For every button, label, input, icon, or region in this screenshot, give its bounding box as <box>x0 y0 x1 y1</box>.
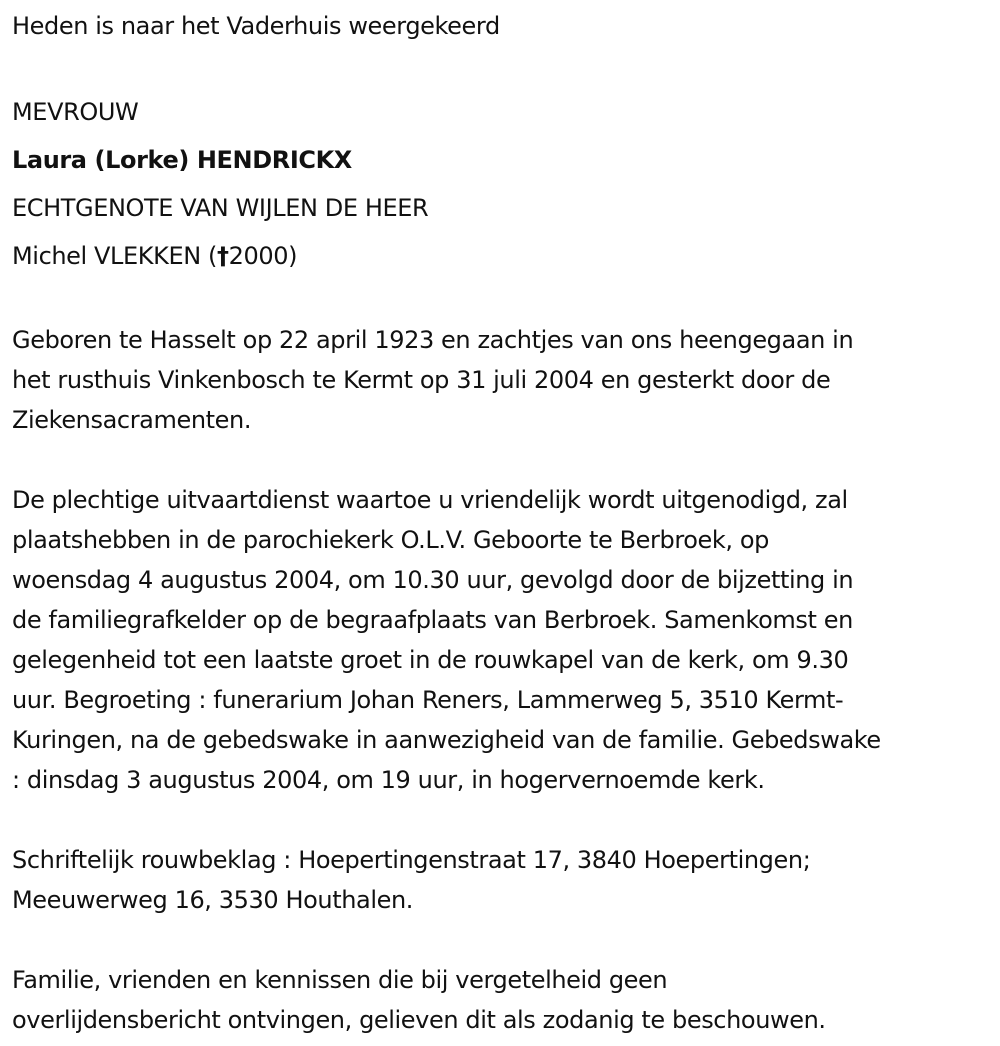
spacer <box>12 280 988 320</box>
paragraph-line: het rusthuis Vinkenbosch te Kermt op 31 juli 2004 en gesterkt door de <box>12 366 831 394</box>
paragraph-line: : dinsdag 3 augustus 2004, om 19 uur, in hogervernoemde kerk. <box>12 766 765 794</box>
spacer <box>12 920 988 960</box>
spouse-line <box>12 232 988 280</box>
spacer <box>12 800 988 840</box>
paragraph-line: de familiegrafkelder op de begraafplaats van Berbroek. Samenkomst en <box>12 606 853 634</box>
spacer <box>12 440 988 480</box>
paragraph-line: Schriftelijk rouwbeklag : Hoepertingenstraat 17, 3840 Hoepertingen; <box>12 846 811 874</box>
paragraph-line: Geboren te Hasselt op 22 april 1923 en zachtjes van ons heengegaan in <box>12 326 854 354</box>
paragraph-line: De plechtige uitvaartdienst waartoe u vriendelijk wordt uitgenodigd, zal <box>12 486 848 514</box>
paragraph-line: overlijdensbericht ontvingen, gelieven dit als zodanig te beschouwen. <box>12 1006 826 1034</box>
deceased-heading <box>12 88 988 280</box>
intro-line: Heden is naar het Vaderhuis weergekeerd <box>12 12 500 40</box>
condolences-paragraph <box>12 840 972 920</box>
closing-paragraph <box>12 960 972 1040</box>
title-prefix: MEVROUW <box>12 98 139 126</box>
spacer <box>12 46 988 86</box>
spouse-year: 2000) <box>228 242 298 270</box>
paragraph-line: Familie, vrienden en kennissen die bij vergetelheid geen <box>12 966 668 994</box>
spouse-name: Michel VLEKKEN ( <box>12 242 217 270</box>
funeral-paragraph <box>12 480 972 800</box>
relation-line: ECHTGENOTE VAN WIJLEN DE HEER <box>12 194 429 222</box>
paragraph-line: Ziekensacramenten. <box>12 406 252 434</box>
paragraph-line: Kuringen, na de gebedswake in aanwezigheid van de familie. Gebedswake <box>12 726 881 754</box>
paragraph-line: uur. Begroeting : funerarium Johan Reners, Lammerweg 5, 3510 Kermt- <box>12 686 844 714</box>
birth-death-paragraph <box>12 320 972 440</box>
deceased-name: Laura (Lorke) HENDRICKX <box>12 146 352 174</box>
paragraph-line: Meeuwerweg 16, 3530 Houthalen. <box>12 886 414 914</box>
paragraph-line: plaatshebben in de parochiekerk O.L.V. Geboorte te Berbroek, op <box>12 526 769 554</box>
paragraph-line: woensdag 4 augustus 2004, om 10.30 uur, gevolgd door de bijzetting in <box>12 566 854 594</box>
cross-icon: † <box>216 242 229 270</box>
paragraph-line: gelegenheid tot een laatste groet in de rouwkapel van de kerk, om 9.30 <box>12 646 849 674</box>
